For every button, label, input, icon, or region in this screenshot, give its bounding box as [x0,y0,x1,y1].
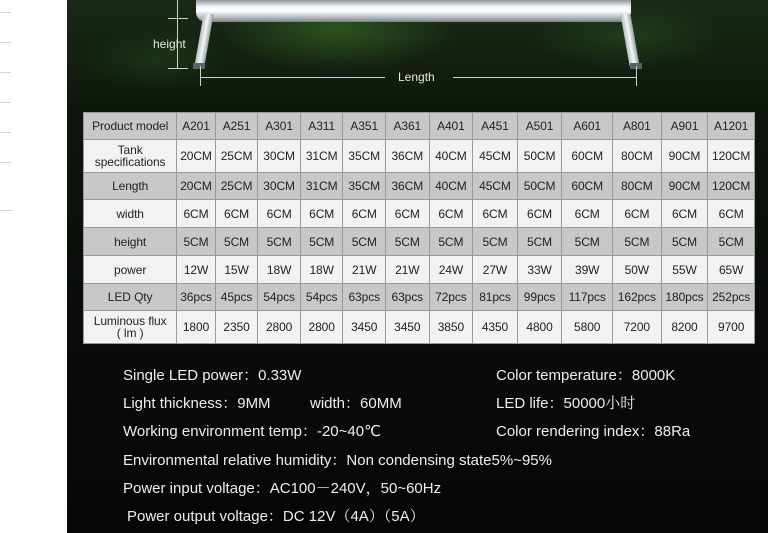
row-label: width [84,200,177,228]
spec-input-voltage: Power input voltage：AC100－240V，50~60Hz [123,480,442,497]
table-cell: 6CM [613,200,662,228]
spec-led-life: LED life：50000小时 [496,395,636,412]
table-cell: 5800 [562,311,613,344]
table-cell: A1201 [708,113,755,140]
table-cell: A201 [177,113,216,140]
table-cell: 35CM [343,173,386,200]
table-cell: 63pcs [343,284,386,311]
margin-rule [0,12,11,13]
table-cell: 5CM [215,228,258,256]
table-row [84,200,755,228]
table-cell: 45CM [473,140,518,173]
table-cell: 6CM [300,200,343,228]
table-cell: 7200 [613,311,662,344]
table-cell: 4800 [517,311,562,344]
table-cell: 5CM [613,228,662,256]
table-cell: 9700 [708,311,755,344]
table-cell: 5CM [300,228,343,256]
row-label: LED Qty [84,284,177,311]
table-cell: 5CM [661,228,708,256]
table-cell: 5CM [343,228,386,256]
table-cell: A501 [517,113,562,140]
table-cell: 6CM [429,200,473,228]
spec-color-temperature: Color temperature：8000K [496,367,676,384]
table-cell: 162pcs [613,284,662,311]
table-cell: 50W [613,256,662,284]
table-cell: 36pcs [177,284,216,311]
margin-rule [0,102,11,103]
table-cell: 6CM [386,200,430,228]
table-cell: A361 [386,113,430,140]
table-cell: 54pcs [300,284,343,311]
table-row [84,113,755,140]
table-cell: 30CM [258,140,301,173]
row-label: height [84,228,177,256]
table-cell: 5CM [429,228,473,256]
table-cell: 2350 [215,311,258,344]
table-cell: 25CM [215,173,258,200]
table-cell: 8200 [661,311,708,344]
table-cell: 99pcs [517,284,562,311]
table-cell: 6CM [661,200,708,228]
table-cell: 5CM [386,228,430,256]
length-line-left [200,77,385,78]
table-cell: 21W [386,256,430,284]
spec-single-led-power: Single LED power：0.33W [123,367,302,384]
table-cell: 50CM [517,173,562,200]
height-tick-bottom [168,68,188,69]
fixture-leg-right [620,14,639,66]
table-cell: 5CM [517,228,562,256]
table-cell: A311 [300,113,343,140]
table-cell: 90CM [661,140,708,173]
table-cell: A901 [661,113,708,140]
table-cell: 65W [708,256,755,284]
table-cell: 31CM [300,173,343,200]
table-cell: A251 [215,113,258,140]
spec-width: width：60MM [310,395,402,412]
table-cell: 5CM [562,228,613,256]
table-cell: 6CM [343,200,386,228]
table-cell: A351 [343,113,386,140]
table-cell: A451 [473,113,518,140]
table-cell: 120CM [708,140,755,173]
table-cell: 4350 [473,311,518,344]
table-cell: A401 [429,113,473,140]
table-cell: 180pcs [661,284,708,311]
table-cell: 27W [473,256,518,284]
table-cell: 45pcs [215,284,258,311]
table-cell: 252pcs [708,284,755,311]
row-label: Tank specifications [84,140,177,173]
table-cell: 18W [300,256,343,284]
spec-working-temp: Working environment temp：-20~40℃ [123,423,381,440]
table-cell: A301 [258,113,301,140]
table-cell: 25CM [215,140,258,173]
table-cell: 40CM [429,173,473,200]
height-tick-top [168,18,188,19]
table-cell: 80CM [613,140,662,173]
table-cell: 21W [343,256,386,284]
table-cell: 30CM [258,173,301,200]
table-cell: 3450 [343,311,386,344]
margin-rule [0,162,11,163]
led-light-fixture [196,0,631,22]
spec-output-voltage: Power output voltage：DC 12V（4A）（5A） [127,508,425,525]
table-cell: 72pcs [429,284,473,311]
table-cell: 20CM [177,140,216,173]
table-cell: 6CM [215,200,258,228]
table-cell: 3450 [386,311,430,344]
table-cell: 6CM [562,200,613,228]
table-cell: 45CM [473,173,518,200]
height-dimension-line [177,0,178,68]
table-cell: 117pcs [562,284,613,311]
table-cell: 63pcs [386,284,430,311]
table-cell: 33W [517,256,562,284]
table-row [84,173,755,200]
margin-rule [0,42,11,43]
length-tick-right [636,66,637,86]
product-spec-panel [67,0,768,533]
table-row [84,140,755,173]
table-cell: 36CM [386,173,430,200]
margin-rule [0,132,11,133]
table-row [84,311,755,344]
table-cell: 80CM [613,173,662,200]
table-cell: 54pcs [258,284,301,311]
table-cell: 6CM [258,200,301,228]
table-cell: 5CM [708,228,755,256]
table-cell: 5CM [177,228,216,256]
length-tick-left [200,66,201,86]
table-cell: 20CM [177,173,216,200]
table-row [84,228,755,256]
table-cell: 18W [258,256,301,284]
table-cell: 6CM [177,200,216,228]
table-cell: 3850 [429,311,473,344]
margin-rule [0,210,13,211]
table-cell: 50CM [517,140,562,173]
table-cell: 6CM [517,200,562,228]
table-cell: 31CM [300,140,343,173]
row-label: power [84,256,177,284]
table-cell: 5CM [473,228,518,256]
spec-light-thickness: Light thickness：9MM [123,395,271,412]
length-label: Length [398,70,435,84]
row-label: Length [84,173,177,200]
table-row [84,284,755,311]
table-cell: 6CM [708,200,755,228]
table-cell: 120CM [708,173,755,200]
row-label: Product model [84,113,177,140]
table-cell: 35CM [343,140,386,173]
table-cell: A601 [562,113,613,140]
table-cell: 40CM [429,140,473,173]
table-cell: 55W [661,256,708,284]
fixture-leg-left [194,14,213,66]
table-row [84,256,755,284]
table-cell: 60CM [562,173,613,200]
table-cell: 36CM [386,140,430,173]
table-cell: 81pcs [473,284,518,311]
table-cell: 90CM [661,173,708,200]
table-cell: 24W [429,256,473,284]
row-label: Luminous flux ( lm ) [84,311,177,344]
table-cell: 2800 [300,311,343,344]
table-cell: 2800 [258,311,301,344]
table-cell: 15W [215,256,258,284]
table-cell: 5CM [258,228,301,256]
margin-rule [0,72,11,73]
fixture-foot-left [193,63,205,69]
table-cell: 60CM [562,140,613,173]
length-line-right [453,77,636,78]
table-cell: 1800 [177,311,216,344]
table-cell: 12W [177,256,216,284]
spec-humidity: Environmental relative humidity：Non condensing state5%~95% [123,452,552,469]
height-label: height [153,37,186,51]
table-cell: 6CM [473,200,518,228]
table-cell: 39W [562,256,613,284]
spec-color-rendering: Color rendering index：88Ra [496,423,691,440]
spec-table [83,112,755,344]
table-cell: A801 [613,113,662,140]
